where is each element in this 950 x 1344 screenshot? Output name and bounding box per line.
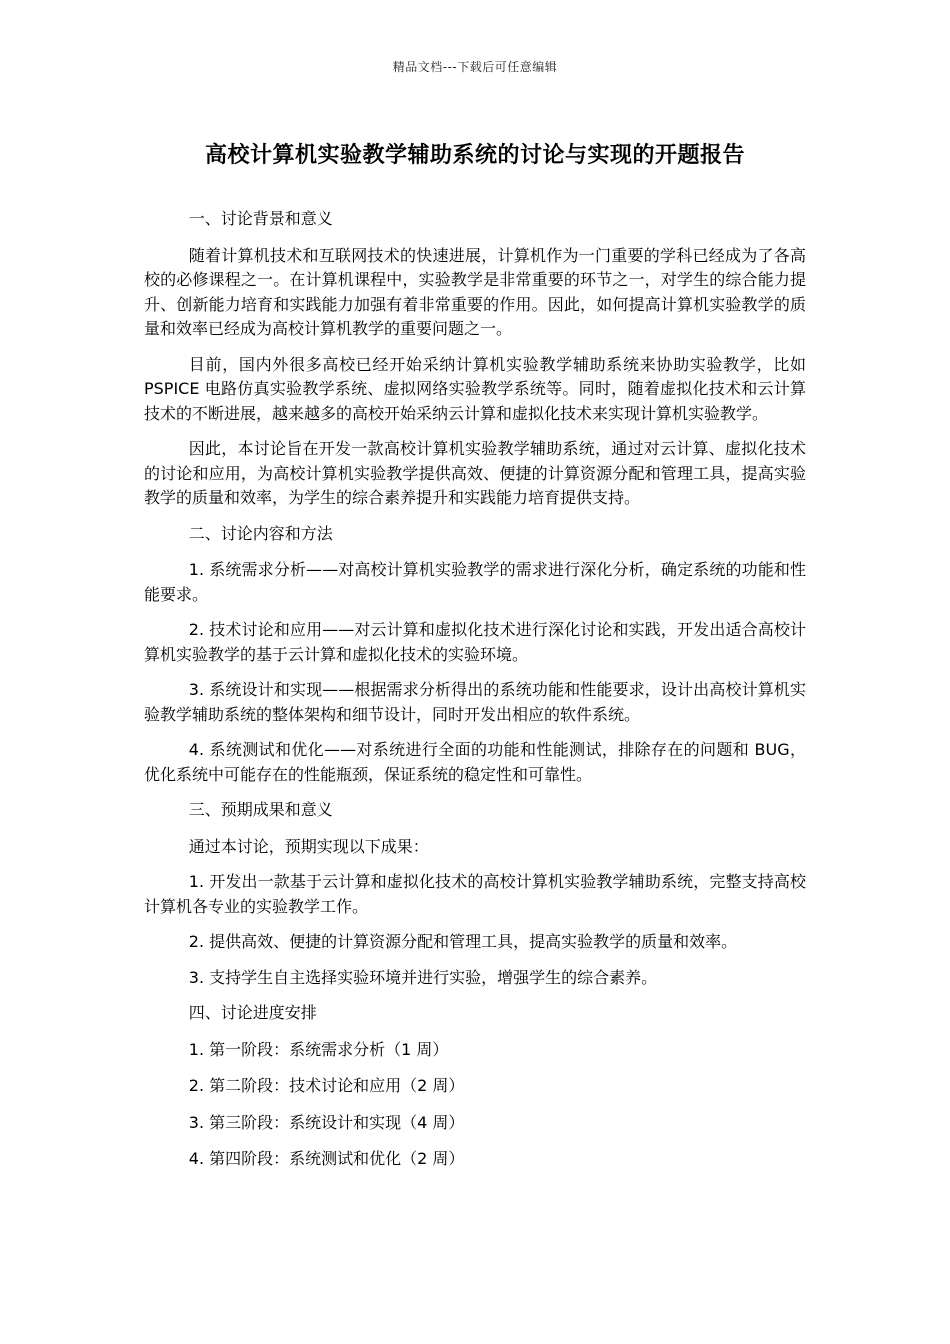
content-item-2: 2. 技术讨论和应用——对云计算和虚拟化技术进行深化讨论和实践，开发出适合高校计算机实验教学的基于云计算和虚拟化技术的实验环境。 [144,620,806,664]
document-body [144,207,806,1184]
schedule-item-3: 3. 第三阶段：系统设计和实现（4 周） [188,1112,465,1132]
header-note: 精品文档---下载后可任意编辑 [392,60,558,74]
results-item-2: 2. 提供高效、便捷的计算资源分配和管理工具，提高实验教学的质量和效率。 [188,932,738,951]
results-item-1: 1. 开发出一款基于云计算和虚拟化技术的高校计算机实验教学辅助系统，完整支持高校计算机各专业的实验教学工作。 [144,872,806,916]
content-item-3: 3. 系统设计和实现——根据需求分析得出的系统功能和性能要求，设计出高校计算机实验教学辅助系统的整体架构和细节设计，同时开发出相应的软件系统。 [144,680,806,724]
section-heading-expected-results: 三、预期成果和意义 [188,800,333,819]
section-heading-background: 一、讨论背景和意义 [188,209,333,228]
results-intro: 通过本讨论，预期实现以下成果： [188,836,429,856]
content-item-1: 1. 系统需求分析——对高校计算机实验教学的需求进行深化分析，确定系统的功能和性能要求。 [144,560,806,604]
document-title: 高校计算机实验教学辅助系统的讨论与实现的开题报告 [204,143,745,168]
results-item-3: 3. 支持学生自主选择实验环境并进行实验，增强学生的综合素养。 [188,967,658,987]
schedule-item-4: 4. 第四阶段：系统测试和优化（2 周） [188,1149,465,1168]
section-heading-schedule: 四、讨论进度安排 [188,1003,317,1022]
background-paragraph-2: 目前，国内外很多高校已经开始采纳计算机实验教学辅助系统来协助实验教学，比如 PSPICE 电路仿真实验教学系统、虚拟网络实验教学系统等。同时，随着虚拟化技术和云计算技术的不断进展，越来越多的高校开始采纳云计算和虚拟化技术来实现计算机实验教学。 [144,354,806,423]
schedule-item-1: 1. 第一阶段：系统需求分析（1 周） [188,1039,449,1059]
background-paragraph-1: 随着计算机技术和互联网技术的快速进展，计算机作为一门重要的学科已经成为了各高校的必修课程之一。在计算机课程中，实验教学是非常重要的环节之一，对学生的综合能力提升、创新能力培育和实践能力加强有着非常重要的作用。因此，如何提高计算机实验教学的质量和效率已经成为高校计算机教学的重要问题之一。 [144,245,806,338]
background-paragraph-3: 因此，本讨论旨在开发一款高校计算机实验教学辅助系统，通过对云计算、虚拟化技术的讨论和应用，为高校计算机实验教学提供高效、便捷的计算资源分配和管理工具，提高实验教学的质量和效率，为学生的综合素养提升和实践能力培育提供支持。 [144,439,806,507]
schedule-item-2: 2. 第二阶段：技术讨论和应用（2 周） [188,1076,465,1095]
section-heading-content-methods: 二、讨论内容和方法 [188,523,333,543]
content-item-4: 4. 系统测试和优化——对系统进行全面的功能和性能测试，排除存在的问题和 BUG，优化系统中可能存在的性能瓶颈，保证系统的稳定性和可靠性。 [144,740,806,784]
